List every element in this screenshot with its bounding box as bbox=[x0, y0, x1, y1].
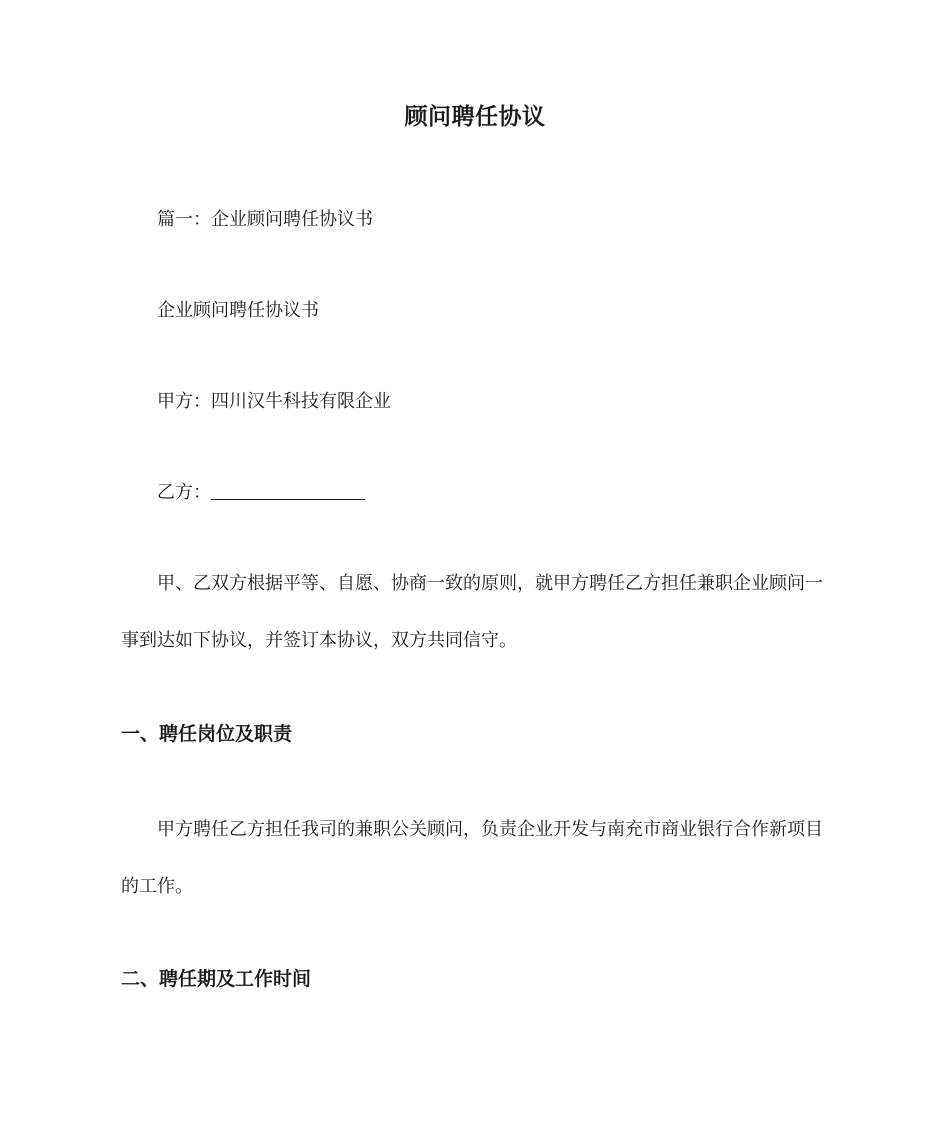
party-b-blank-field bbox=[211, 481, 365, 500]
section-1-paragraph-line-1: 甲方聘任乙方担任我司的兼职公关顾问，负责企业开发与南充市商业银行合作新项目 bbox=[157, 819, 823, 840]
intro-paragraph-line-2: 事到达如下协议，并签订本协议，双方共同信守。 bbox=[121, 630, 517, 651]
section-1-heading: 一、聘任岗位及职责 bbox=[121, 723, 293, 745]
section-1-paragraph-line-2: 的工作。 bbox=[121, 876, 193, 897]
document-title: 顾问聘任协议 bbox=[404, 104, 546, 130]
part-label: 篇一：企业顾问聘任协议书 bbox=[157, 209, 373, 230]
document-subtitle: 企业顾问聘任协议书 bbox=[157, 300, 319, 321]
section-2-heading: 二、聘任期及工作时间 bbox=[121, 968, 312, 990]
party-b-line bbox=[121, 480, 877, 506]
intro-paragraph-line-1: 甲、乙双方根据平等、自愿、协商一致的原则，就甲方聘任乙方担任兼职企业顾问一 bbox=[157, 573, 823, 594]
party-b-label: 乙方： bbox=[157, 482, 211, 503]
party-a-line: 甲方：四川汉牛科技有限企业 bbox=[157, 391, 391, 412]
